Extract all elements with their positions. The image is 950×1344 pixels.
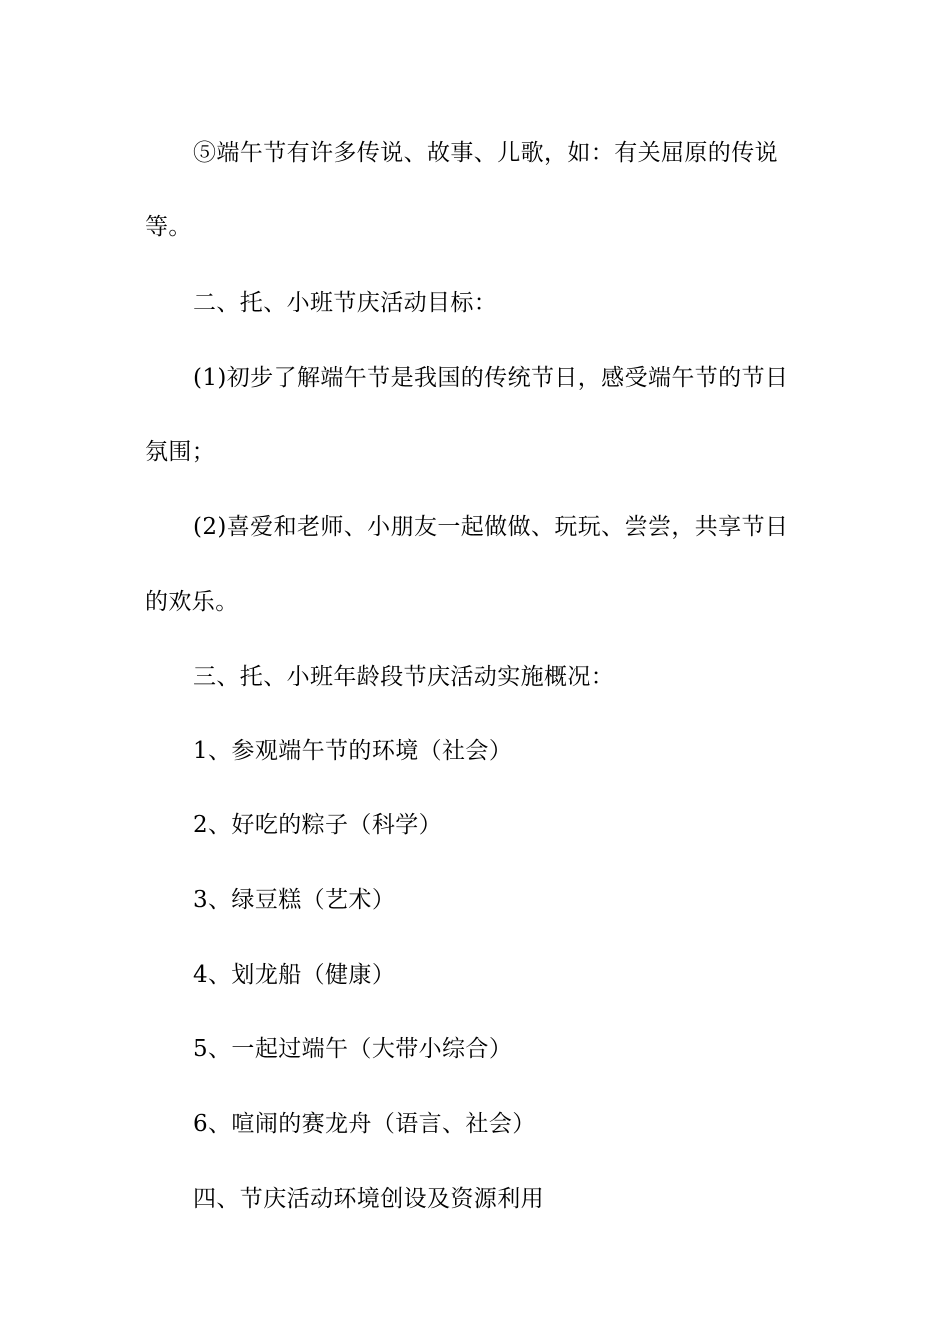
activity-item-5: 5、一起过端午（大带小综合） <box>193 1036 513 1062</box>
activity-item-1: 1、参观端午节的环境（社会） <box>193 738 513 764</box>
goal-2-line2: 的欢乐。 <box>145 589 239 615</box>
section-heading-goals: 二、托、小班节庆活动目标： <box>193 290 498 316</box>
activity-item-6: 6、喧闹的赛龙舟（语言、社会） <box>193 1111 536 1137</box>
activity-item-2: 2、好吃的粽子（科学） <box>193 812 443 838</box>
paragraph-legends-line2: 等。 <box>145 214 192 240</box>
goal-1-line1: (1)初步了解端午节是我国的传统节日，感受端午节的节日 <box>193 365 789 391</box>
section-heading-environment: 四、节庆活动环境创设及资源利用 <box>193 1186 544 1212</box>
activity-item-3: 3、绿豆糕（艺术） <box>193 887 396 913</box>
paragraph-legends-line1: ⑤端午节有许多传说、故事、儿歌，如：有关屈原的传说 <box>193 140 778 166</box>
section-heading-implementation: 三、托、小班年龄段节庆活动实施概况： <box>193 664 615 690</box>
activity-item-4: 4、划龙船（健康） <box>193 962 396 988</box>
goal-1-line2: 氛围； <box>145 439 216 465</box>
goal-2-line1: (2)喜爱和老师、小朋友一起做做、玩玩、尝尝，共享节日 <box>193 514 789 540</box>
